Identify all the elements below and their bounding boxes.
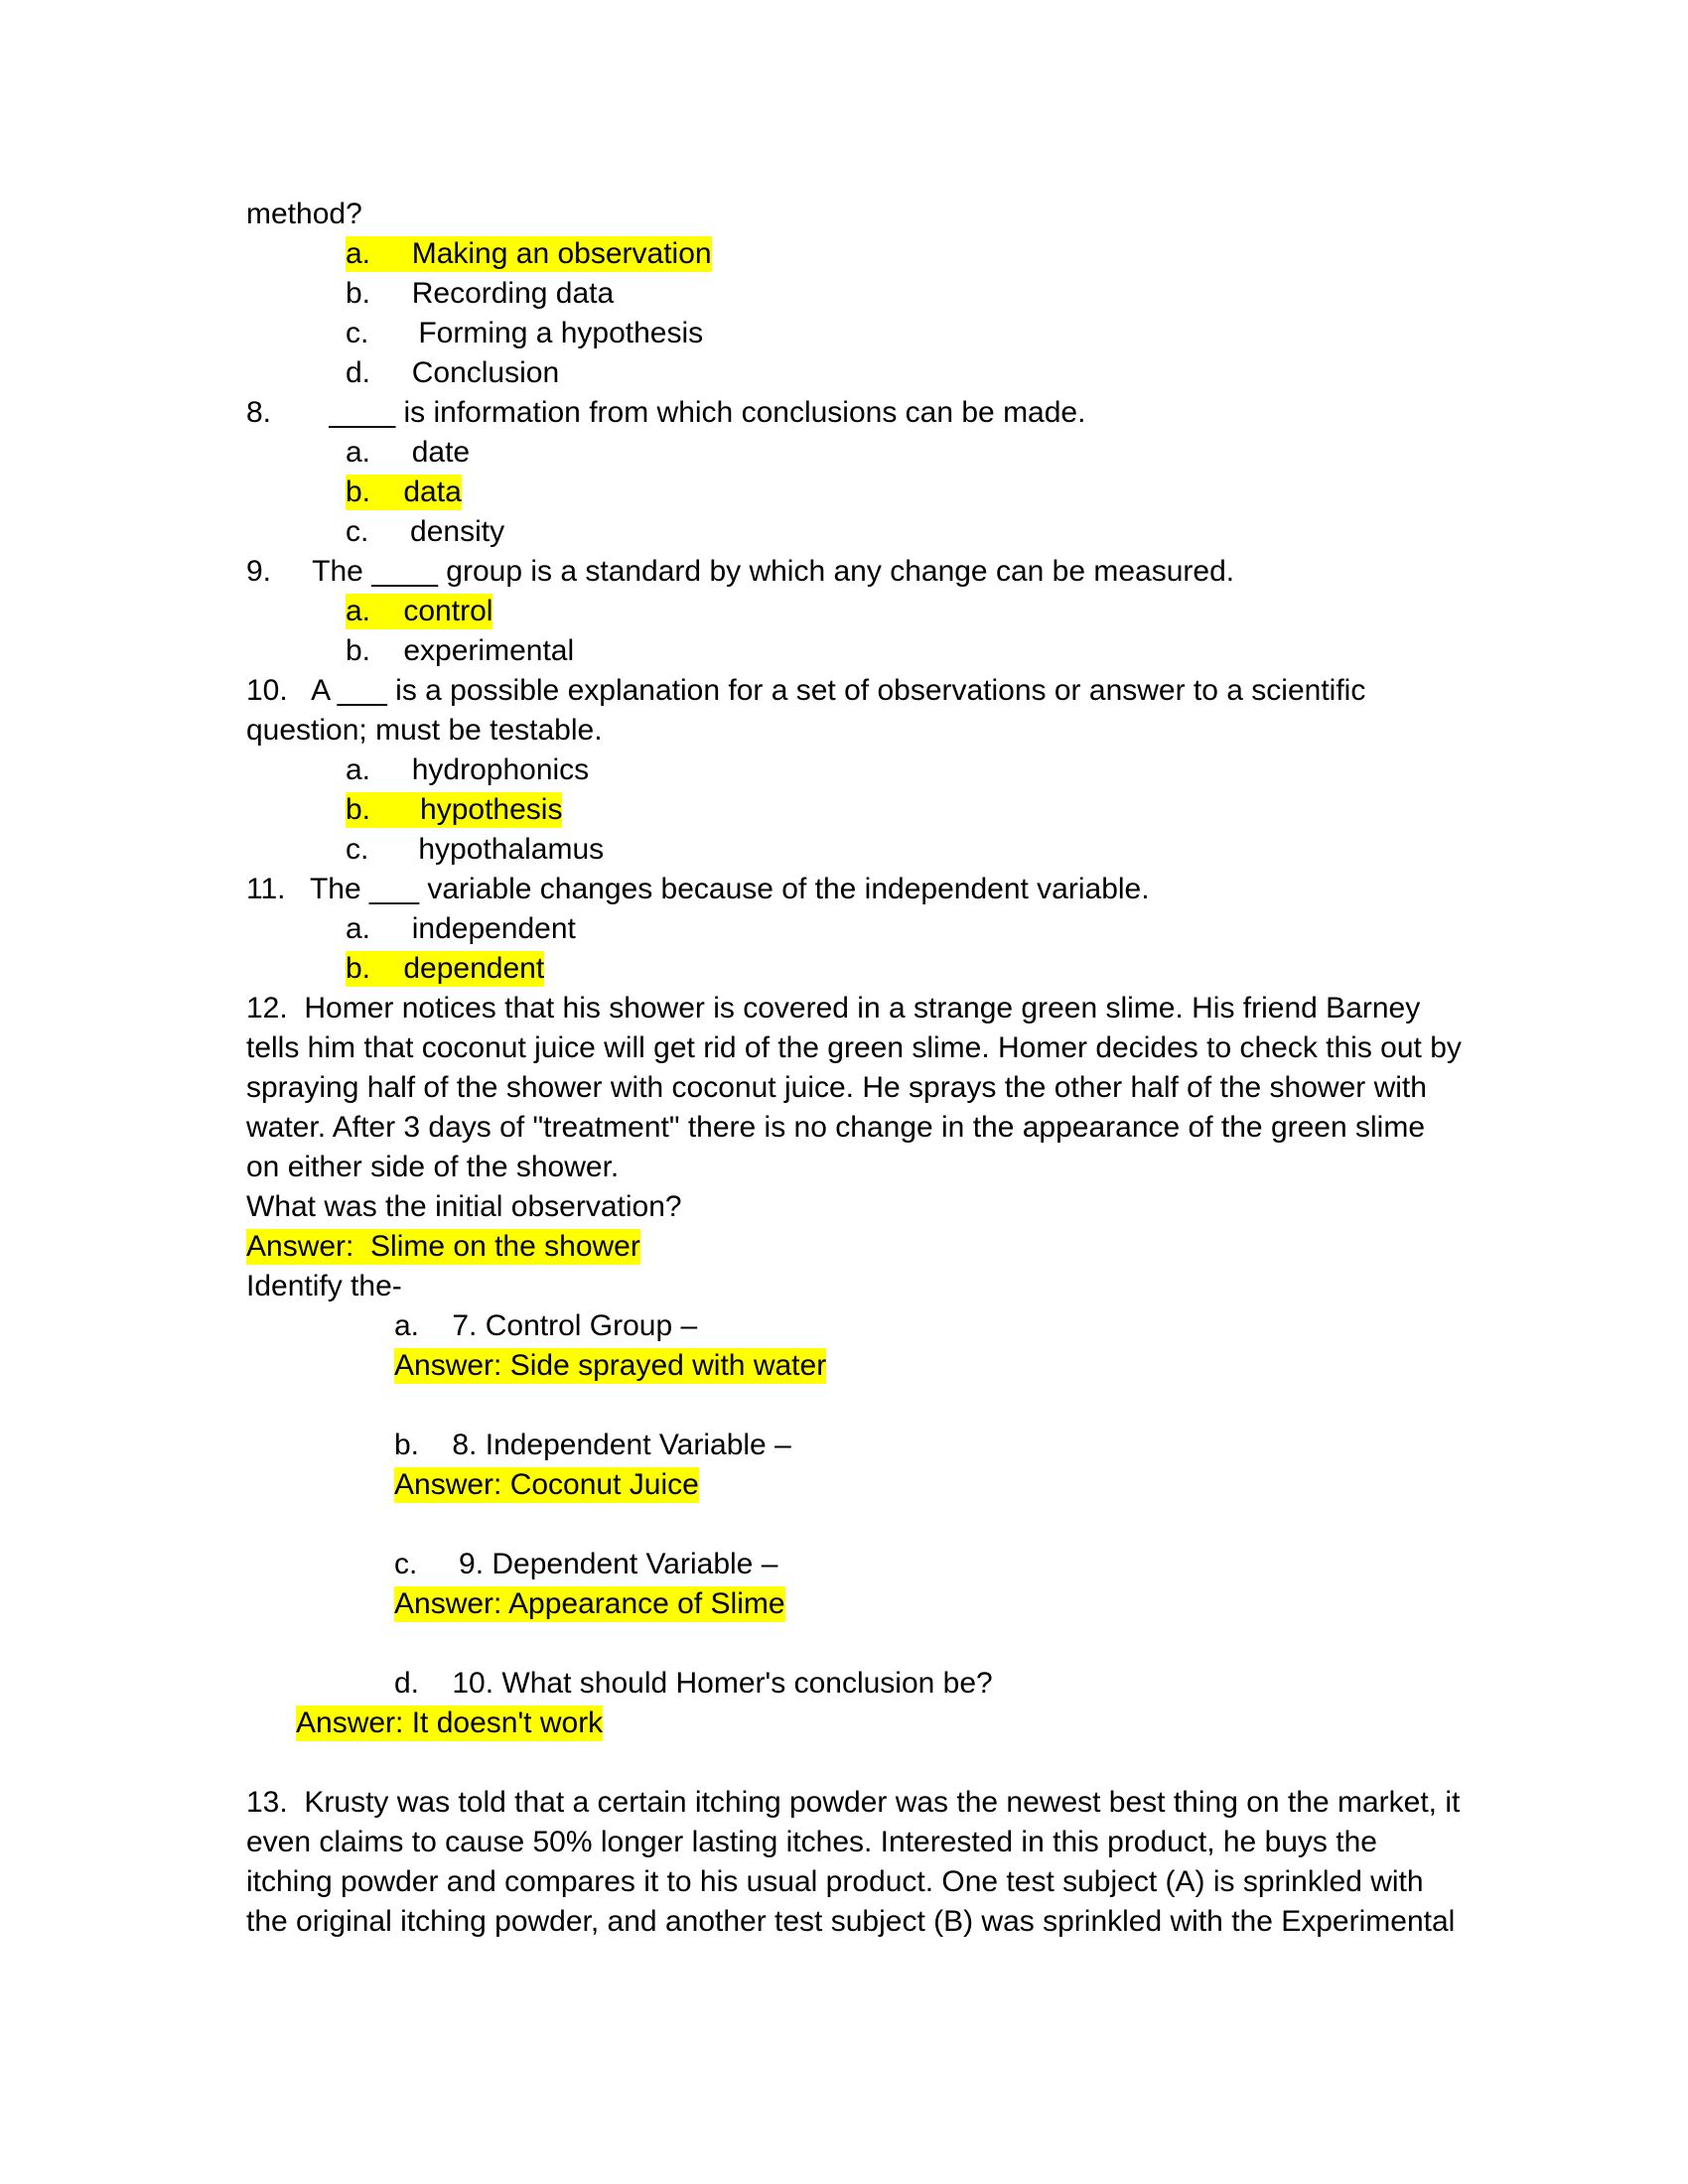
q7-tail: method? <box>246 198 362 230</box>
question-10-continued: question; must be testable. <box>246 714 603 747</box>
q7-option-a <box>346 236 712 272</box>
q12-part-d <box>394 1666 993 1702</box>
question-number: 11. <box>246 873 286 905</box>
q12-identify-label: Identify the- <box>246 1270 402 1302</box>
option-text: control <box>403 595 493 627</box>
question-number: 13. <box>246 1786 288 1819</box>
question-text: The ___ variable changes because of the independent variable. <box>309 873 1150 905</box>
option-text: hypothesis <box>420 793 563 826</box>
question-12-line: water. After 3 days of "treatment" there is no change in the appearance of the green slime <box>246 1111 1426 1144</box>
q8-option-b <box>346 475 462 510</box>
part-label: 10. What should Homer's conclusion be? <box>452 1667 993 1700</box>
part-label: 9. Dependent Variable – <box>459 1548 778 1580</box>
option-letter: b. <box>346 476 371 508</box>
part-letter: b. <box>394 1429 420 1461</box>
question-number: 8. <box>246 396 272 429</box>
question-12-line: tells him that coconut juice will get rid of the green slime. Homer decides to check this out by <box>246 1031 1462 1064</box>
question-10 <box>246 673 1365 709</box>
option-text: density <box>410 515 505 548</box>
q9-option-a <box>346 594 492 629</box>
q11-option-b <box>346 951 544 987</box>
option-letter: b. <box>346 277 371 310</box>
part-label: 8. Independent Variable – <box>452 1429 791 1461</box>
option-text: data <box>403 476 462 508</box>
question-13 <box>246 1785 1460 1821</box>
q12-part-c-answer: Answer: Appearance of Slime <box>394 1587 785 1620</box>
question-12-line: on either side of the shower. <box>246 1151 620 1183</box>
q12-initial-question: What was the initial observation? <box>246 1190 682 1223</box>
option-text: independent <box>411 912 576 945</box>
option-text: hydrophonics <box>411 753 590 786</box>
q12-part-b-answer: Answer: Coconut Juice <box>394 1468 699 1501</box>
q11-option-a <box>346 911 576 947</box>
q12-part-b <box>394 1428 791 1463</box>
question-12-line: spraying half of the shower with coconut juice. He sprays the other half of the shower with <box>246 1071 1427 1104</box>
option-letter: c. <box>346 317 369 349</box>
q10-option-c <box>346 832 604 868</box>
option-text: dependent <box>403 952 545 985</box>
part-letter: c. <box>394 1548 418 1580</box>
q9-option-b <box>346 633 574 669</box>
q12-part-c <box>394 1547 777 1582</box>
question-11 <box>246 872 1150 907</box>
option-letter: c. <box>346 515 369 548</box>
option-letter: b. <box>346 634 371 667</box>
part-letter: d. <box>394 1667 420 1700</box>
question-13-line: even claims to cause 50% longer lasting itches. Interested in this product, he buys the <box>246 1826 1377 1858</box>
q8-option-a <box>346 435 470 471</box>
question-8 <box>246 395 1085 431</box>
option-letter: a. <box>346 436 371 469</box>
option-letter: a. <box>346 753 371 786</box>
question-13-line: the original itching powder, and another test subject (B) was sprinkled with the Experimental <box>246 1905 1456 1938</box>
option-text: Making an observation <box>411 237 712 270</box>
q12-part-d-answer: Answer: It doesn't work <box>296 1706 604 1739</box>
question-number: 9. <box>246 555 272 588</box>
question-number: 12. <box>246 992 288 1024</box>
question-text: The ____ group is a standard by which any change can be measured. <box>312 555 1235 588</box>
q10-option-b <box>346 792 562 828</box>
option-letter: a. <box>346 237 371 270</box>
question-text: Homer notices that his shower is covered in a strange green slime. His friend Barney <box>304 992 1421 1024</box>
q7-option-c <box>346 316 703 351</box>
q7-option-d <box>346 355 559 391</box>
option-letter: b. <box>346 952 371 985</box>
q12-initial-answer: Answer: Slime on the shower <box>246 1230 640 1263</box>
question-13-line: itching powder and compares it to his usual product. One test subject (A) is sprinkled with <box>246 1865 1424 1898</box>
option-text: date <box>411 436 471 469</box>
option-text: experimental <box>403 634 575 667</box>
option-text: hypothalamus <box>418 833 605 866</box>
part-label: 7. Control Group – <box>452 1309 698 1342</box>
question-text: A ___ is a possible explanation for a set of observations or answer to a scientific <box>311 674 1366 707</box>
option-text: Forming a hypothesis <box>418 317 704 349</box>
question-text: Krusty was told that a certain itching powder was the newest best thing on the market, it <box>304 1786 1461 1819</box>
question-text: ____ is information from which conclusions can be made. <box>329 396 1086 429</box>
q12-part-a-answer: Answer: Side sprayed with water <box>394 1349 827 1382</box>
question-number: 10. <box>246 674 288 707</box>
option-text: Recording data <box>411 277 615 310</box>
question-9 <box>246 554 1234 590</box>
option-letter: a. <box>346 912 371 945</box>
option-text: Conclusion <box>411 356 560 389</box>
option-letter: c. <box>346 833 369 866</box>
option-letter: a. <box>346 595 371 627</box>
q7-option-b <box>346 276 614 312</box>
q12-part-a <box>394 1308 697 1344</box>
part-letter: a. <box>394 1309 420 1342</box>
q10-option-a <box>346 752 589 788</box>
option-letter: b. <box>346 793 371 826</box>
option-letter: d. <box>346 356 371 389</box>
question-12 <box>246 991 1420 1026</box>
q8-option-c <box>346 514 504 550</box>
